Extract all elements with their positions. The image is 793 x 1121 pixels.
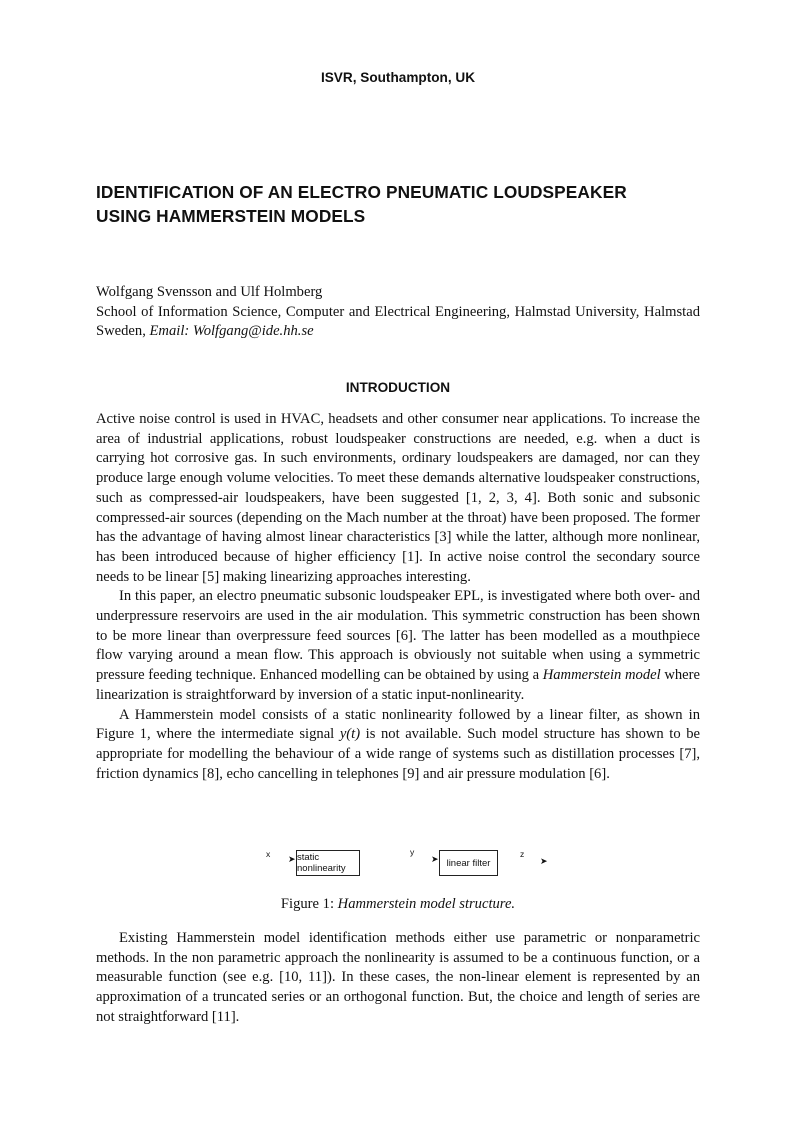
affiliation-text: School of Information Science, Computer and Electrical Engineering, Halmstad University, Halmstad Sweden, [96,303,700,339]
affiliation [96,303,700,342]
signal-label-y: y [410,847,415,857]
paragraph-2-emphasis: Hammerstein model [542,667,661,684]
paragraph-2 [96,587,700,705]
venue-header: ISVR, Southampton, UK [320,70,476,85]
signal-label-x: x [266,849,271,859]
author-email: Email: Wolfgang@ide.hh.se [149,323,314,339]
block-static-nonlinearity: static nonlinearity [296,850,360,876]
paragraph-3 [96,706,700,785]
author-names: Wolfgang Svensson and Ulf Holmberg [96,284,323,300]
arrow-icon-input: ➤ [288,855,296,865]
figure-1-caption [96,896,700,913]
section-heading-introduction: INTRODUCTION [345,380,451,395]
arrow-icon-intermediate: ➤ [431,855,439,865]
introduction-body [96,410,700,784]
inline-math-y-of-t: y(t) [339,726,361,743]
block-linear-filter: linear filter [439,850,498,876]
arrow-icon-output: ➤ [540,857,548,867]
paper-title [96,180,700,228]
author-block [96,283,700,342]
title-line-2: USING HAMMERSTEIN MODELS [96,206,366,226]
introduction-body-continued [96,929,700,1028]
paragraph-2-text-a: In this paper, an electro pneumatic subsonic loudspeaker EPL, is investigated where both over- and underpressure reservoirs are used in the air modulation. This symmetric construction has been shown to be more linear than overpressure feed sources [6]. The latter has been modelled as a mouthpiece flow varying around a mean flow. This approach is obviously not suitable when using a symmetric pressure feeding technique. Enhanced modelling can be obtained by using a [96,588,700,684]
caption-prefix: Figure 1: [280,896,338,912]
caption-title: Hammerstein model structure. [337,896,516,912]
paragraph-1: Active noise control is used in HVAC, headsets and other consumer near applications. To increase the area of industrial applications, robust loudspeaker constructions are needed, e.g. when a duct is carrying hot corrosive gas. In such environments, ordinary loudspeakers are damaged, nor can they produce large enough volume velocities. To meet these demands alternative loudspeaker constructions, such as compressed-air loudspeakers, have been suggested [1, 2, 3, 4]. Both sonic and subsonic compressed-air sources (depending on the Mach number at the throat) have been proposed. The former has the advantage of having almost linear characteristics [3] while the latter, although more nonlinear, has been introduced because of higher efficiency [1]. In active noise control the secondary source needs to be linear [5] making linearizing approaches interesting. [96,411,700,585]
figure-1-block-diagram [96,846,700,890]
paragraph-4: Existing Hammerstein model identification methods either use parametric or nonparametric methods. In the non parametric approach the nonlinearity is assumed to be a continuous function, or a measurable function (see e.g. [10, 11]). In these cases, the non-linear element is represented by an approximation of a truncated series or an orthogonal function. But, the choice and length of series are not straightforward [11]. [96,930,700,1025]
paragraph-3-text-b: is not available. Such model structure has shown to be appropriate for modelling the behaviour of a wide range of systems such as distillation processes [7], friction dynamics [8], echo cancelling in telephones [9] and air pressure modulation [6]. [96,726,700,782]
paragraph-3-text-a: A Hammerstein model consists of a static nonlinearity followed by a linear filter, as shown in Figure 1, where the intermediate signal [96,706,700,743]
signal-label-z: z [520,849,525,859]
paragraph-2-text-b: where linearization is straightforward by inversion of a static input-nonlinearity. [96,667,700,703]
title-line-1: IDENTIFICATION OF AN ELECTRO PNEUMATIC LOUDSPEAKER [96,182,627,202]
